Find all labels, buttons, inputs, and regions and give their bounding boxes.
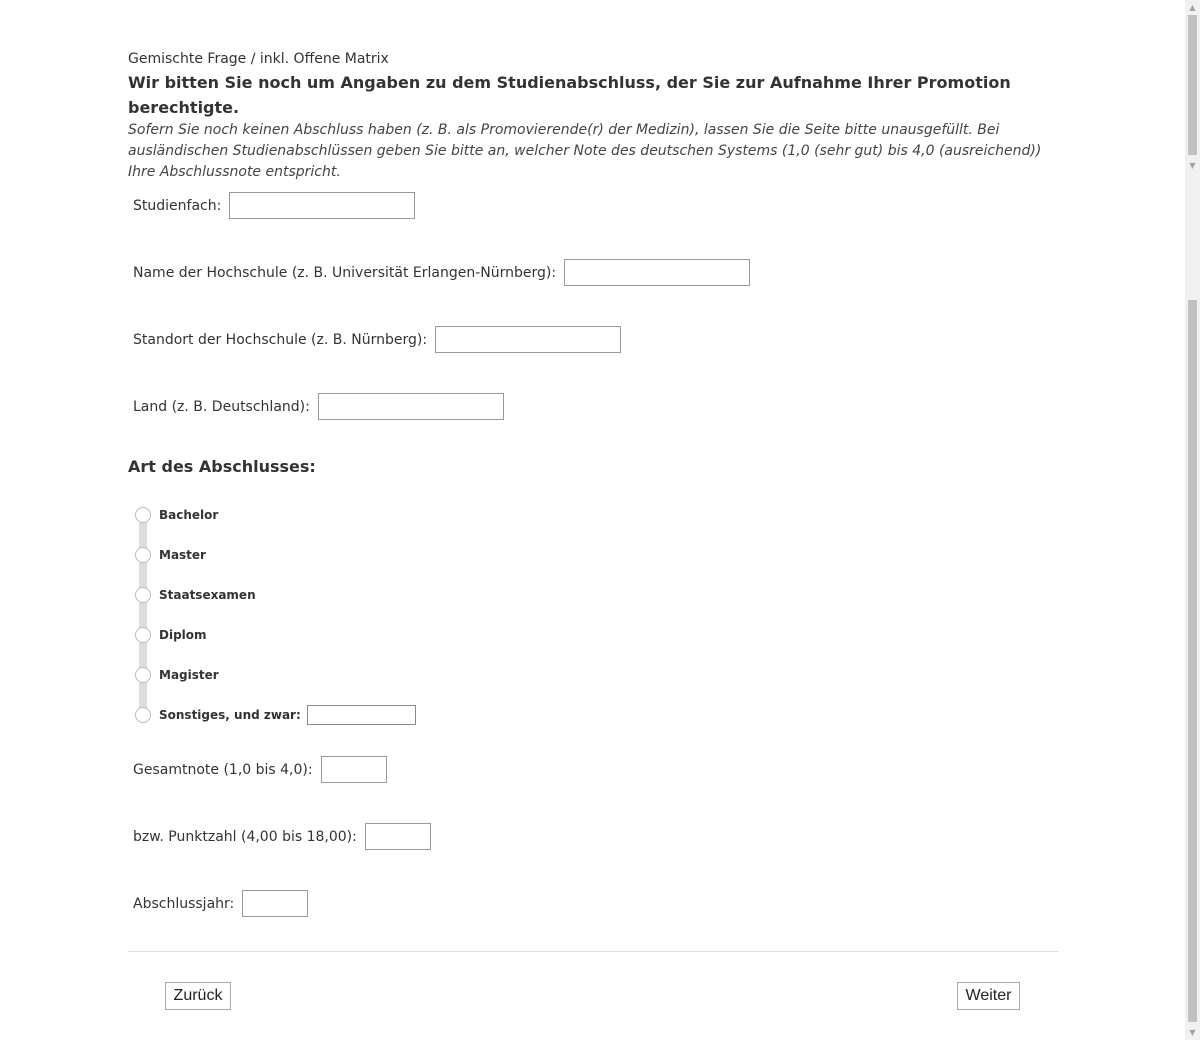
field-row-standort (133, 326, 621, 353)
question-hint: Sofern Sie noch keinen Abschluss haben (z. B. als Promovierende(r) der Medizin), lassen Sie die Seite bitte unausgefüllt. Bei ausländischen Studienabschlüssen geben Sie bitte an, welcher Note des deutschen Systems (1,0 (sehr gut) bis 4,0 (ausreichend)) Ihre Abschlussnote entspricht. (128, 122, 1042, 180)
vertical-scrollbar[interactable] (1185, 0, 1200, 1040)
radio-label: Sonstiges, und zwar: (159, 708, 301, 722)
radio-button[interactable] (135, 667, 151, 683)
scroll-track-segment (1188, 15, 1197, 155)
radio-button[interactable] (135, 587, 151, 603)
hochschule-input[interactable] (564, 259, 750, 286)
land-label: Land (z. B. Deutschland): (133, 398, 310, 415)
radio-button[interactable] (135, 507, 151, 523)
radio-label: Magister (159, 668, 219, 682)
field-row-hochschule (133, 259, 750, 286)
radio-button[interactable] (135, 547, 151, 563)
field-row-land (133, 393, 504, 420)
hochschule-label: Name der Hochschule (z. B. Universität Erlangen-Nürnberg): (133, 264, 557, 281)
land-input[interactable] (318, 393, 504, 420)
radio-track (139, 514, 147, 716)
abschluss-section-title: Art des Abschlusses: (128, 457, 316, 476)
back-button[interactable]: Zurück (165, 982, 231, 1010)
radio-label: Diplom (159, 628, 207, 642)
next-button[interactable]: Weiter (957, 982, 1020, 1010)
question-type-label: Gemischte Frage / inkl. Offene Matrix (128, 51, 389, 67)
radio-option-diplom[interactable] (135, 626, 207, 644)
scroll-bottom-arrow-icon[interactable]: ▼ (1189, 1028, 1196, 1037)
standort-input[interactable] (435, 326, 621, 353)
scroll-thumb[interactable] (1188, 300, 1197, 1022)
studienfach-input[interactable] (229, 192, 415, 219)
footer-divider (128, 951, 1058, 952)
radio-label: Bachelor (159, 508, 219, 522)
radio-button[interactable] (135, 707, 151, 723)
field-row-studienfach (133, 192, 415, 219)
radio-label: Staatsexamen (159, 588, 256, 602)
radio-button[interactable] (135, 627, 151, 643)
radio-option-sonstiges[interactable] (135, 706, 416, 724)
radio-option-bachelor[interactable] (135, 506, 218, 524)
studienfach-label: Studienfach: (133, 197, 222, 214)
standort-label: Standort der Hochschule (z. B. Nürnberg): (133, 331, 428, 348)
radio-option-staatsexamen[interactable] (135, 586, 256, 604)
punktzahl-input[interactable] (365, 823, 431, 850)
scroll-down-arrow-icon[interactable]: ▼ (1189, 161, 1196, 170)
field-row-abschlussjahr (133, 890, 308, 917)
field-row-punktzahl (133, 823, 431, 850)
sonstiges-input[interactable] (307, 705, 416, 725)
question-container (128, 49, 1058, 1004)
radio-option-master[interactable] (135, 546, 206, 564)
radio-label: Master (159, 548, 206, 562)
abschlussjahr-input[interactable] (242, 890, 308, 917)
punktzahl-label: bzw. Punktzahl (4,00 bis 18,00): (133, 828, 357, 845)
field-row-gesamtnote (133, 756, 387, 783)
abschlussjahr-label: Abschlussjahr: (133, 895, 235, 912)
gesamtnote-input[interactable] (321, 756, 387, 783)
radio-option-magister[interactable] (135, 666, 219, 684)
gesamtnote-label: Gesamtnote (1,0 bis 4,0): (133, 761, 313, 778)
question-title: Wir bitten Sie noch um Angaben zu dem Studienabschluss, der Sie zur Aufnahme Ihrer Promotion berechtigte. (128, 73, 1011, 117)
scroll-up-arrow-icon[interactable]: ▲ (1189, 3, 1196, 12)
